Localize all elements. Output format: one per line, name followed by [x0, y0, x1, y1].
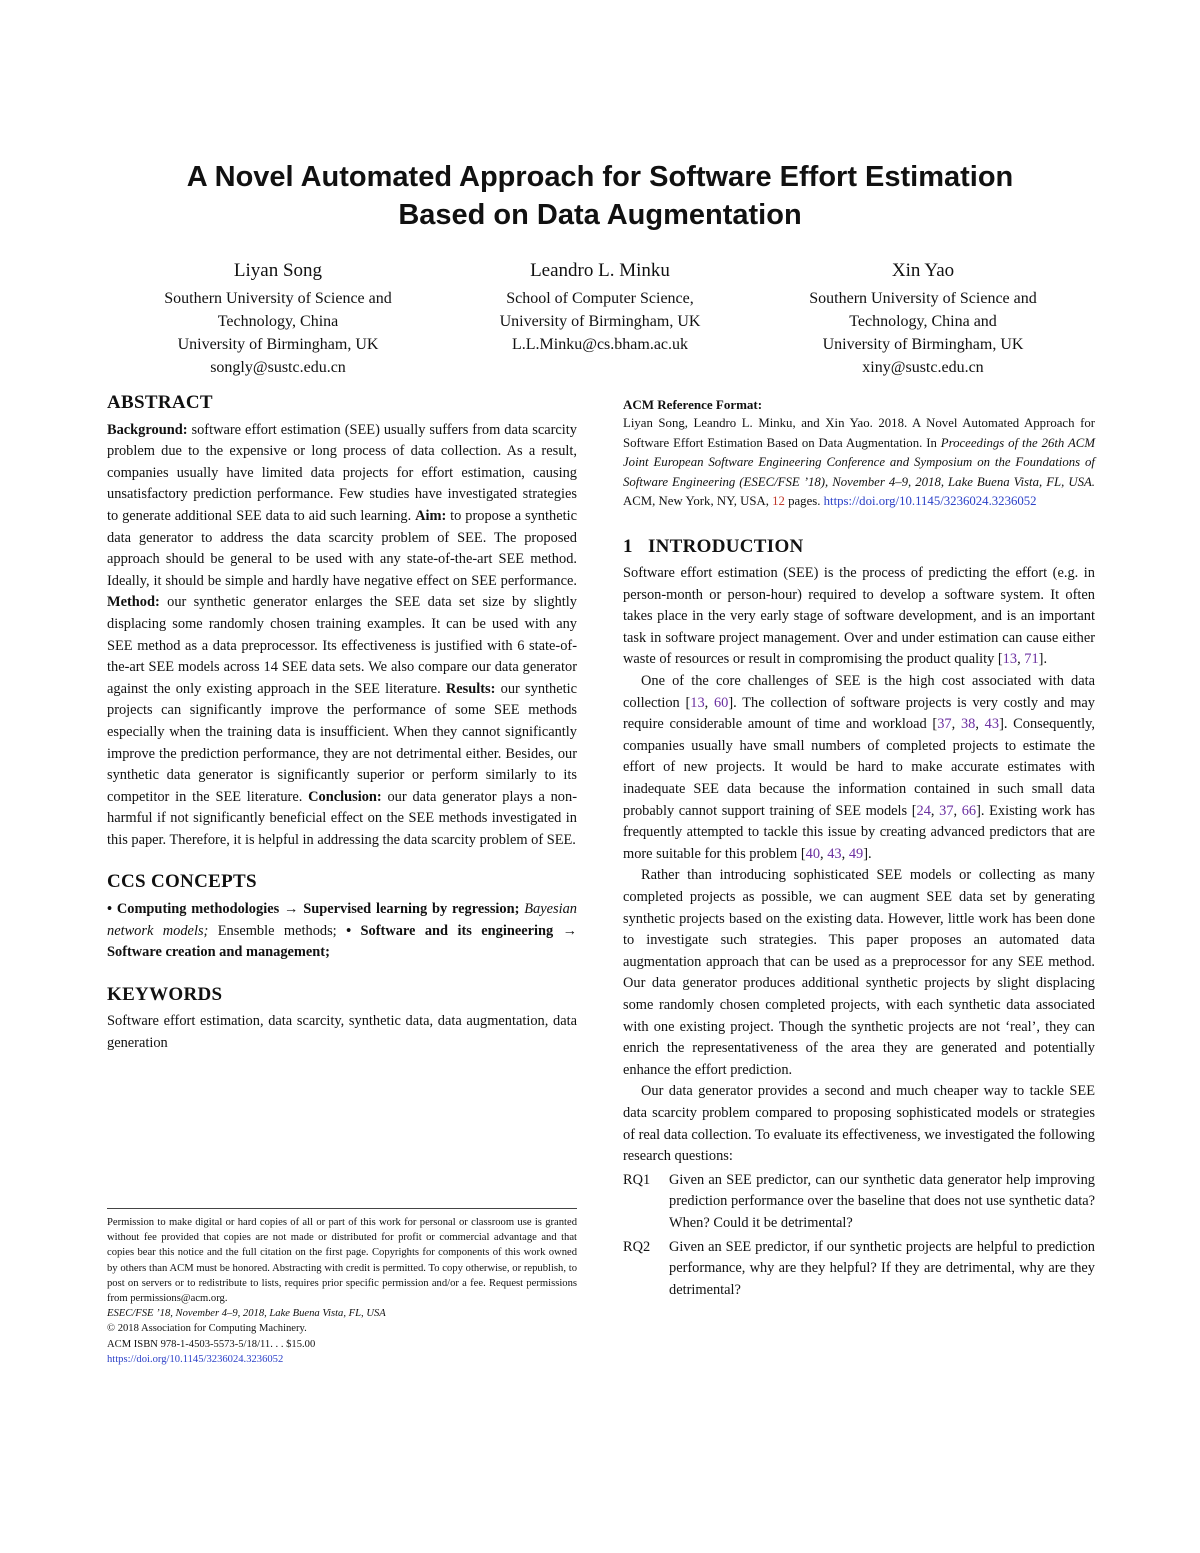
abstract-heading: ABSTRACT	[107, 392, 213, 413]
abstract-aim-label: Aim:	[415, 507, 447, 524]
intro-paragraph-4: Our data generator provides a second and much cheaper way to tackle SEE data scarcity problem compared to proposing sophisticated models or strategies of real data collection. To evaluate its effectiveness, we investigated the following research questions:	[623, 1083, 1095, 1165]
author-name: Leandro L. Minku	[530, 260, 670, 281]
abstract-results-text: our synthetic projects can significantly improve the performance of some SEE methods especially when the training data is insufficient. When they cannot significantly improve the prediction performance, they are not detrimental either. Besides, our synthetic data generator is significantly superior or perform similarly to its competitor in the SEE literature.	[107, 680, 577, 805]
author-affiliation: School of Computer Science,	[506, 290, 694, 307]
author-affiliation: Southern University of Science and	[164, 290, 392, 307]
intro-text: ]. Existing work has frequently attempted to tackle this issue by creating advanced predictors that are more suitable for this problem [	[623, 802, 1096, 862]
citation[interactable]: 38	[960, 716, 976, 733]
author-email: L.L.Minku@cs.bham.ac.uk	[511, 336, 689, 353]
intro-text: Software effort estimation (SEE) is the process of predicting the effort (e.g. in person-month or person-hour) required to develop a software system. It often takes place in the very early stage of software development, and is an important task in software project management. Over and under estimation can cause either waste of resources or result in compromising the product quality [	[623, 565, 1095, 668]
rq-text: Given an SEE predictor, if our synthetic projects are helpful to prediction performance, why are they helpful? If they are detrimental, why are they detrimental?	[669, 1238, 1095, 1298]
intro-text: ].	[863, 845, 872, 862]
title-line-1: A Novel Automated Approach for Software Effort Estimation	[186, 161, 1014, 193]
intro-paragraph-3: Rather than introducing sophisticated SEE models or collecting as many completed projects as possible, we can augment SEE data set by generating synthetic projects based on the existing data. However, little work has been done to investigate such strategies. This paper proposes an automated data augmentation approach that can be used as a preprocessor for any SEE method. Our data generator produces additional synthetic projects by slight displacing some randomly chosen completed projects, with each synthetic data associated with one existing project. Though the synthetic projects are not ‘real’, they can enrich the representativeness of the area they are generated and potentially enhance the effort prediction.	[623, 867, 1095, 1078]
left-column	[107, 392, 577, 1055]
intro-text: ].	[1038, 651, 1048, 668]
citation[interactable]: 13	[690, 694, 705, 711]
intro-text: ]. The collection of software projects is very costly and may require considerable amount of time and workload [	[623, 694, 1096, 733]
intro-paragraph-1: Software effort estimation (SEE) is the process of predicting the effort (e.g. in person-month or person-hour) required to develop a software system. It often takes place in the very early stage of software development, and is an important task in software project management. Over and under estimation can cause either waste of resources or result in compromising the product quality [13, 71].	[623, 565, 1095, 668]
introduction-heading: 1 INTRODUCTION	[623, 535, 804, 557]
citation[interactable]: 24	[916, 802, 931, 819]
title-line-2: Based on Data Augmentation	[398, 199, 802, 231]
isbn-line: ACM ISBN 978-1-4503-5573-5/18/11. . . $15.00	[107, 1338, 316, 1350]
author-1	[113, 257, 443, 379]
research-question-1	[623, 1170, 1095, 1235]
ccs-concepts	[107, 899, 577, 964]
ccs-item: • Computing methodologies → Supervised learning by regression;	[107, 901, 520, 918]
citation[interactable]: 66	[961, 802, 977, 819]
permission-footnote	[107, 1208, 577, 1367]
author-name: Xin Yao	[891, 260, 955, 281]
acm-reference-publisher: ACM, New York, NY, USA,	[623, 494, 773, 508]
abstract-method-text: our synthetic generator enlarges the SEE data set size by slightly displacing some randomly chosen training examples. It can be used with any SEE method as a data preprocessor. Its effectiveness is justified with 6 state-of-the-art SEE models across 14 SEE data sets. We also compare our data generator against the only existing approach in the SEE literature.	[107, 594, 577, 697]
author-email: songly@sustc.edu.cn	[210, 359, 346, 376]
rq-text: Given an SEE predictor, can our synthetic data generator help improving prediction performance over the baseline that does not use synthetic data? When? Could it be detrimental?	[669, 1171, 1095, 1231]
citation[interactable]: 49	[848, 845, 864, 862]
author-affiliation: University of Birmingham, UK	[177, 336, 379, 353]
intro-paragraph-2: One of the core challenges of SEE is the high cost associated with data collection [13, 60]. The collection of software projects is very costly and may require considerable amount of time and workload [37, 38, 43]. Consequently, companies usually have small numbers of completed projects to estimate the effort of new projects. It would be hard to make accurate estimates with inadequate SEE data because the information contained in such small data probably cannot support training of SEE models [24, 37, 66]. Existing work has frequently attempted to tackle this issue by creating advanced predictors that are more suitable for this problem [40, 43, 49].	[623, 673, 1096, 862]
citation[interactable]: 37	[939, 802, 954, 819]
citation[interactable]: 43	[984, 716, 1000, 733]
abstract-body	[107, 420, 577, 852]
permission-text: Permission to make digital or hard copies of all or part of this work for personal or classroom use is granted without fee provided that copies are not made or distributed for profit or commercial advantage and that copies bear this notice and the full citation on the first page. Copyrights for components of this work owned by others than ACM must be honored. Abstracting with credit is permitted. To copy otherwise, or republish, to post on servers or to redistribute to lists, requires prior specific permission and/or a fee. Request permissions from permissions@acm.org.	[107, 1217, 577, 1305]
citation[interactable]: 40	[805, 845, 821, 862]
rq-label: RQ1	[623, 1171, 651, 1188]
abstract-background-label: Background:	[107, 421, 188, 438]
doi-link[interactable]: https://doi.org/10.1145/3236024.3236052	[107, 1353, 284, 1365]
acm-reference-doi[interactable]: https://doi.org/10.1145/3236024.3236052	[823, 494, 1037, 508]
paper-title	[0, 158, 1200, 234]
acm-reference-venue: Proceedings of the 26th ACM Joint European Software Engineering Conference and Symposium on the Foundations of Software Engineering (ESEC/FSE ’18), November 4–9, 2018, Lake Buena Vista, FL, USA.	[623, 435, 1095, 489]
author-affiliation: University of Birmingham, UK	[499, 313, 701, 330]
research-question-2	[623, 1237, 1095, 1302]
acm-reference-pages-word: pages.	[784, 494, 824, 508]
acm-reference-text: Liyan Song, Leandro L. Minku, and Xin Yao. 2018. A Novel Automated Approach for Software Effort Estimation Based on Data Augmentation. In	[623, 416, 1095, 450]
author-affiliation: University of Birmingham, UK	[822, 336, 1024, 353]
keywords-heading: KEYWORDS	[107, 983, 223, 1005]
citation[interactable]: 37	[937, 716, 952, 733]
author-email: xiny@sustc.edu.cn	[862, 359, 984, 376]
abstract-results-label: Results:	[445, 680, 496, 697]
citation[interactable]: 13	[1002, 651, 1018, 668]
author-affiliation: Southern University of Science and	[809, 290, 1037, 307]
ccs-item: Bayesian network models;	[107, 901, 577, 939]
ccs-item: • Software and its engineering → Software creation and management;	[107, 922, 578, 961]
author-affiliation: Technology, China and	[849, 313, 997, 330]
conference-info: ESEC/FSE ’18, November 4–9, 2018, Lake Buena Vista, FL, USA	[107, 1308, 386, 1320]
ccs-heading: CCS CONCEPTS	[107, 871, 257, 893]
author-2	[435, 257, 765, 356]
intro-text: ]. Consequently, companies usually have small numbers of completed projects to estimate the effort of new projects. It would be hard to make accurate estimates with inadequate SEE data because the information contained in such small data probably cannot support training of SEE models [	[623, 716, 1095, 819]
ccs-item: Ensemble methods;	[217, 922, 337, 939]
keywords-text: Software effort estimation, data scarcity, synthetic data, data augmentation, data generation	[107, 1013, 577, 1052]
abstract-conclusion-text: our data generator plays a non-harmful if not significantly beneficial effect on the SEE methods investigated in this paper. Therefore, it is helpful in addressing the data scarcity problem of SEE.	[107, 788, 577, 848]
citation[interactable]: 71	[1024, 651, 1039, 668]
author-name: Liyan Song	[233, 260, 323, 281]
abstract-conclusion-label: Conclusion:	[308, 788, 382, 805]
acm-reference-pages[interactable]: 12	[772, 494, 785, 508]
rq-label: RQ2	[623, 1238, 651, 1255]
intro-text: One of the core challenges of SEE is the high cost associated with data collection [	[623, 673, 1095, 711]
author-3	[758, 257, 1088, 379]
acm-reference-body	[623, 414, 1095, 512]
author-affiliation: Technology, China	[217, 313, 339, 330]
abstract-background-text: software effort estimation (SEE) usually suffers from data scarcity problem due to the expensive or long process of data collection. As a result, companies usually have limited data projects for effort estimation, causing unsatisfactory prediction performance. Few studies have investigated strategies to generate additional SEE data to aid such learning.	[107, 421, 577, 524]
citation[interactable]: 60	[713, 694, 729, 711]
citation[interactable]: 43	[827, 845, 842, 862]
copyright-line: © 2018 Association for Computing Machinery.	[107, 1323, 307, 1335]
acm-reference-heading: ACM Reference Format:	[623, 397, 763, 412]
right-column	[623, 396, 1095, 1301]
abstract-aim-text: to propose a synthetic data generator to address the data scarcity problem of SEE. The proposed approach should be general to be used with any state-of-the-art SEE method. Ideally, it should be simple and hardly have negative effect on SEE performance.	[107, 507, 577, 589]
abstract-method-label: Method:	[107, 594, 160, 611]
